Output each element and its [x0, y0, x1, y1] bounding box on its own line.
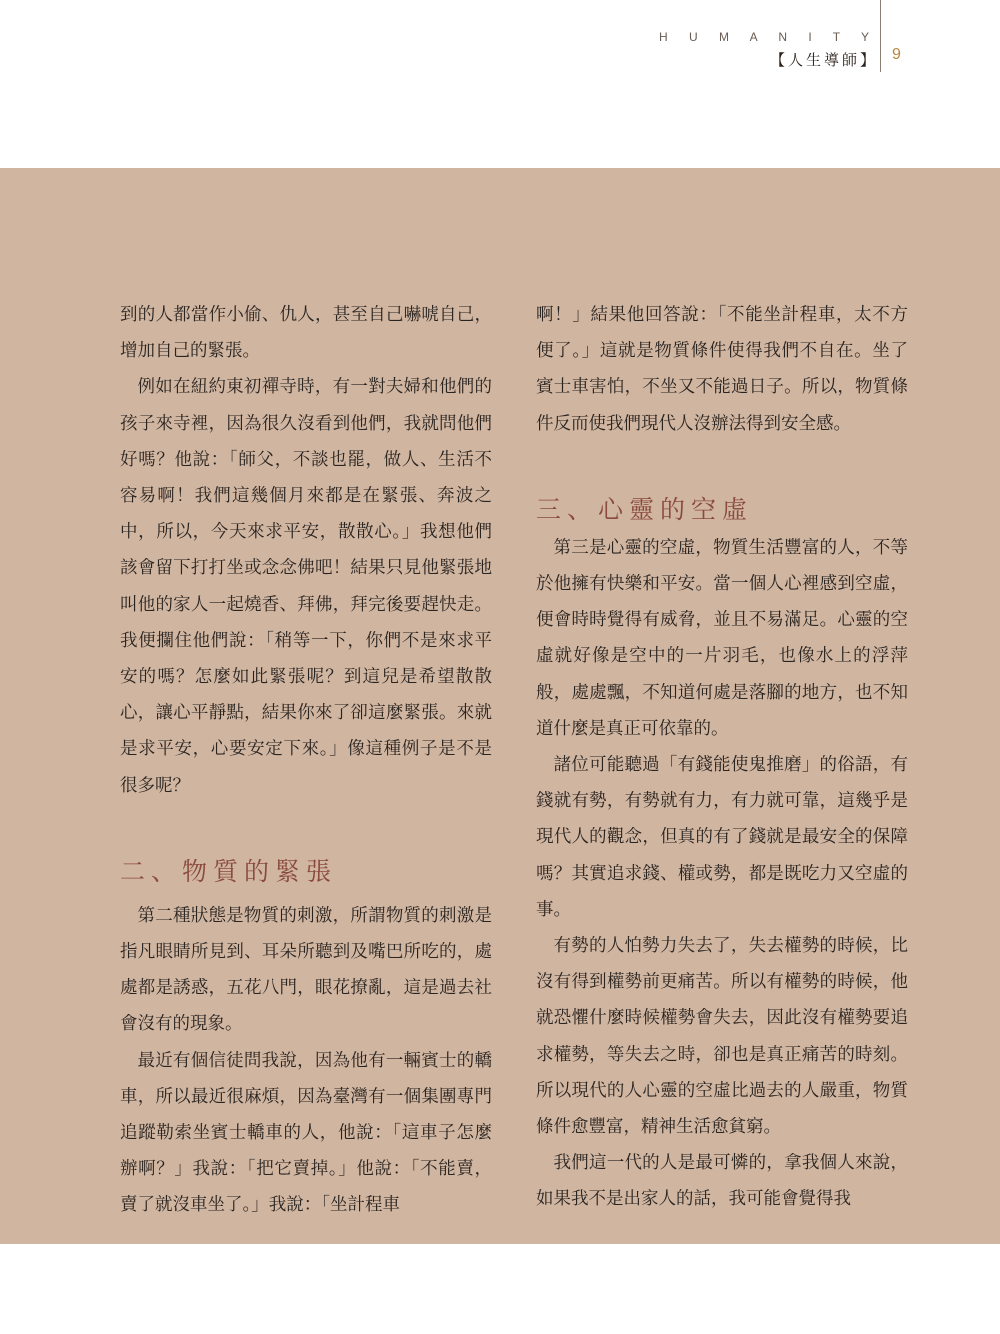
paragraph: 到的人都當作小偷、仇人，甚至自己嚇唬自己，增加自己的緊張。 — [120, 305, 492, 362]
paragraph: 啊！」結果他回答說：「不能坐計程車，太不方便了。」這就是物質條件使得我們不自在。坐了賓士車害怕，不坐又不能過日子。所以，物質條件反而使我們現代人沒辦法得到安全感。 — [536, 305, 908, 434]
page-number: 9 — [892, 46, 901, 63]
section-heading: 二、物質的緊張 — [120, 856, 338, 886]
right-column — [536, 297, 908, 1218]
paragraph: 諸位可能聽過「有錢能使鬼推磨」的俗語，有錢就有勢，有勢就有力，有力就可靠，這幾乎是現代人的觀念，但真的有了錢就是最安全的保障嗎？其實追求錢、權或勢，都是既吃力又空虛的事。 — [536, 755, 908, 920]
left-column — [120, 297, 492, 1224]
paragraph: 第二種狀態是物質的刺激，所謂物質的刺激是指凡眼睛所見到、耳朵所聽到及嘴巴所吃的，處處都是誘惑，五花八門，眼花撩亂，這是過去社會沒有的現象。 — [120, 905, 492, 1035]
paragraph: 我們這一代的人是最可憐的，拿我個人來說，如果我不是出家人的話，我可能會覺得我 — [536, 1153, 908, 1210]
paragraph: 有勢的人怕勢力失去了，失去權勢的時候，比沒有得到權勢前更痛苦。所以有權勢的時候，他就恐懼什麼時候權勢會失去，因此沒有權勢要追求權勢，等失去之時，卻也是真正痛苦的時刻。所以現代的人心靈的空虛比過去的人嚴重，物質條件愈豐富，精神生活愈貧窮。 — [536, 936, 908, 1138]
paragraph: 第三是心靈的空虛，物質生活豐富的人，不等於他擁有快樂和平安。當一個人心裡感到空虛，便會時時覺得有威脅，並且不易滿足。心靈的空虛就好像是空中的一片羽毛，也像水上的浮萍般，處處飄，不知道何處是落腳的地方，也不知道什麼是真正可依靠的。 — [536, 537, 908, 739]
page-header — [0, 0, 1000, 160]
series-name: H U M A N I T Y — [658, 30, 878, 44]
header-divider — [880, 0, 881, 72]
masthead — [659, 28, 878, 72]
section-heading: 三、心靈的空虛 — [536, 494, 754, 524]
paragraph: 最近有個信徒問我說，因為他有一輛賓士的轎車，所以最近很麻煩，因為臺灣有一個集團專門追蹤勒索坐賓士轎車的人，他說：「這車子怎麼辦啊？」我說：「把它賣掉。」他說：「不能賣，賣了就沒車坐了。」我說：「坐計程車 — [120, 1050, 492, 1216]
paragraph: 例如在紐約東初禪寺時，有一對夫婦和他們的孩子來寺裡，因為很久沒看到他們，我就問他們好嗎？他說：「師父，不談也罷，做人、生活不容易啊！我們這幾個月來都是在緊張、奔波之中，所以，今天來求平安，散散心。」我想他們該會留下打打坐或念念佛吧！結果只見他緊張地叫他的家人一起燒香、拜佛，拜完後要趕快走。我便攔住他們說：「稍等一下，你們不是來求平安的嗎？怎麼如此緊張呢？到這兒是希望散散心，讓心平靜點，結果你來了卻這麼緊張。來就是求平安，心要安定下來。」像這種例子是不是很多呢？ — [120, 377, 492, 796]
column-title: 【人生導師】 — [769, 51, 878, 69]
